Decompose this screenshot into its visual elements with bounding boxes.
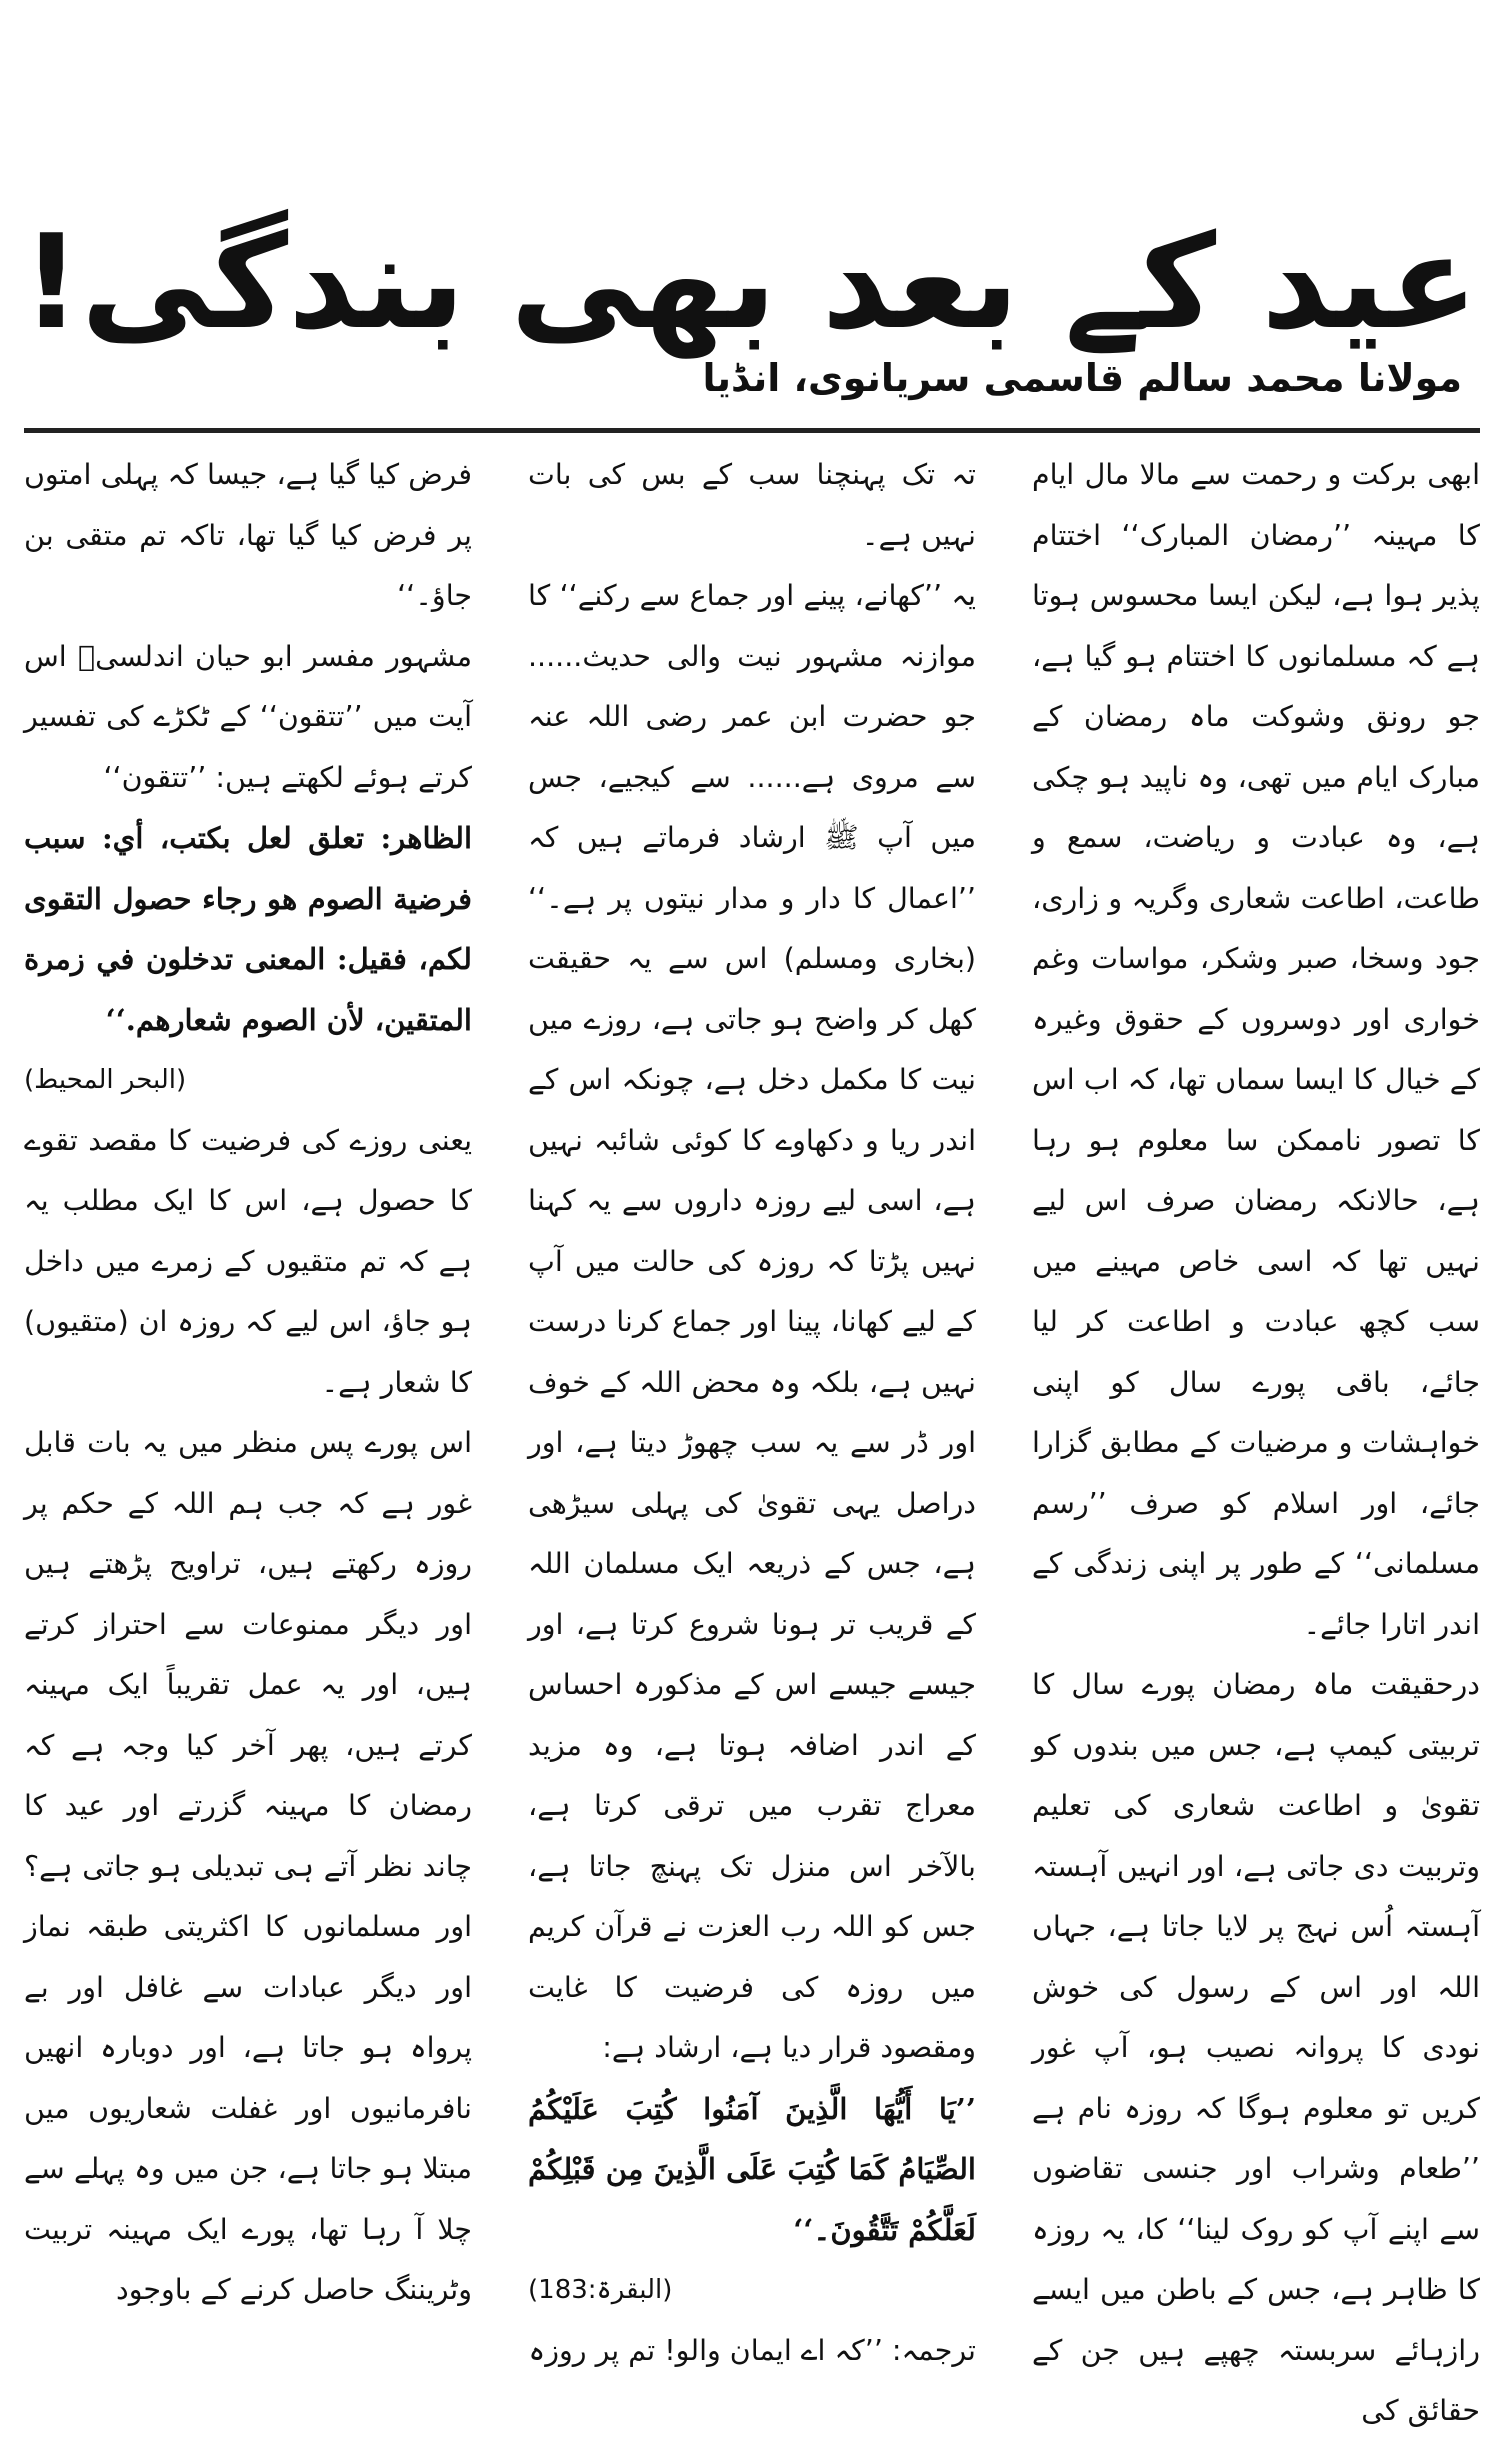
column-middle: [528, 445, 976, 2367]
paragraph: ابھی برکت و رحمت سے مالا مال ایام کا مہینہ ’’رمضان المبارک‘‘ اختتام پذیر ہوا ہے، لیکن ایسا محسوس ہوتا ہے کہ مسلمانوں کا اختتام ہو گیا ہے، جو رونق وشوکت ماہ رمضان کے مبارک ایام میں تھی، وہ ناپید ہو چکی ہے، وہ عبادت و ریاضت، سمع و طاعت، اطاعت شعاری وگریہ و زاری، جود وسخا، صبر وشکر، مواسات وغم خواری اور دوسروں کے حقوق وغیرہ کے خیال کا ایسا سماں تھا، کہ اب اس کا تصور ناممکن سا معلوم ہو رہا ہے، حالانکہ رمضان صرف اس لیے نہیں تھا کہ اسی خاص مہینے میں سب کچھ عبادت و اطاعت کر لیا جائے، باقی پورے سال کو اپنی خواہشات و مرضیات کے مطابق گزارا جائے، اور اسلام کو صرف ’’رسم مسلمانی‘‘ کے طور پر اپنی زندگی کے اندر اتارا جائے۔: [1032, 458, 1480, 1641]
article-title: عید کے بعد بھی بندگی!: [21, 206, 1479, 359]
quote-source: (البحر المحیط): [24, 1065, 187, 1095]
header-divider: [24, 428, 1480, 433]
author-byline: مولانا محمد سالم قاسمی سریانوی، انڈیا: [702, 356, 1462, 400]
tafsir-quote: الظاهر: تعلق لعل بكتب، أي: سبب فرضية الصوم هو رجاء حصول التقوى لكم، فقيل: المعنى تدخلون في زمرة المتقين، لأن الصوم شعارهم.‘‘: [24, 821, 472, 1037]
paragraph: درحقیقت ماہ رمضان پورے سال کا تربیتی کیمپ ہے، جس میں بندوں کو تقویٰ و اطاعت شعاری کی تعلیم وتربیت دی جاتی ہے، اور انہیں آہستہ آہستہ اُس نہج پر لایا جاتا ہے، جہاں اللہ اور اس کے رسول کی خوش نودی کا پروانہ نصیب ہو، آپ غور کریں تو معلوم ہوگا کہ روزہ نام ہے ’’طعام وشراب اور جنسی تقاضوں سے اپنے آپ کو روک لینا‘‘ کا، یہ روزہ کا ظاہر ہے، جس کے باطن میں ایسے رازہائے سربستہ چھپے ہیں جن کے حقائق کی: [1032, 1668, 1480, 2427]
quran-verse: ’’يَا أَيُّهَا الَّذِينَ آمَنُوا كُتِبَ عَلَيْكُمُ الصِّيَامُ كَمَا كُتِبَ عَلَى الَّذِينَ مِن قَبْلِكُمْ لَعَلَّكُمْ تَتَّقُونَ۔‘‘: [528, 2091, 976, 2247]
verse-reference: (البقرۃ:183): [528, 2275, 673, 2305]
verse-translation: ترجمہ: ’’کہ اے ایمان والو! تم پر روزہ: [528, 2333, 976, 2367]
paragraph: تہ تک پہنچنا سب کے بس کی بات نہیں ہے۔: [528, 458, 976, 552]
column-right: [1032, 445, 1480, 2427]
paragraph: یعنی روزے کی فرضیت کا مقصد تقوے کا حصول ہے، اس کا ایک مطلب یہ ہے کہ تم متقیوں کے زمرے میں داخل ہو جاؤ، اس لیے کہ روزہ ان (متقیوں) کا شعار ہے۔: [24, 1123, 472, 1399]
column-left: [24, 445, 472, 2306]
paragraph: فرض کیا گیا ہے، جیسا کہ پہلی امتوں پر فرض کیا گیا تھا، تاکہ تم متقی بن جاؤ۔‘‘: [24, 458, 472, 612]
paragraph: مشہور مفسر ابو حیان اندلسیؒ اس آیت میں ’’تتقون‘‘ کے ٹکڑے کی تفسیر کرتے ہوئے لکھتے ہیں: ’’تتقون‘‘: [24, 639, 472, 794]
paragraph: یہ ’’کھانے، پینے اور جماع سے رکنے‘‘ کا موازنہ مشہور نیت والی حدیث...... جو حضرت ابن عمر رضی اللہ عنہ سے مروی ہے...... سے کیجیے، جس میں آپ ﷺ ارشاد فرماتے ہیں کہ ’’اعمال کا دار و مدار نیتوں پر ہے۔‘‘ (بخاری ومسلم) اس سے یہ حقیقت کھل کر واضح ہو جاتی ہے، روزے میں نیت کا مکمل دخل ہے، چونکہ اس کے اندر ریا و دکھاوے کا کوئی شائبہ نہیں ہے، اسی لیے روزہ داروں سے یہ کہنا نہیں پڑتا کہ روزہ کی حالت میں آپ کے لیے کھانا، پینا اور جماع کرنا درست نہیں ہے، بلکہ وہ محض اللہ کے خوف اور ڈر سے یہ سب چھوڑ دیتا ہے، اور دراصل یہی تقویٰ کی پہلی سیڑھی ہے، جس کے ذریعہ ایک مسلمان اللہ کے قریب تر ہونا شروع کرتا ہے، اور جیسے جیسے اس کے مذکورہ احساس کے اندر اضافہ ہوتا ہے، وہ مزید معراج تقرب میں ترقی کرتا ہے، بالآخر اس منزل تک پہنچ جاتا ہے، جس کو اللہ رب العزت نے قرآن کریم میں روزہ کی فرضیت کا غایت ومقصود قرار دیا ہے، ارشاد ہے:: [528, 579, 976, 2064]
article-columns: [24, 445, 1480, 2427]
paragraph: اس پورے پس منظر میں یہ بات قابل غور ہے کہ جب ہم اللہ کے حکم پر روزہ رکھتے ہیں، تراویح پڑھتے ہیں اور دیگر ممنوعات سے احتراز کرتے ہیں، اور یہ عمل تقریباً ایک مہینہ کرتے ہیں، پھر آخر کیا وجہ ہے کہ رمضان کا مہینہ گزرتے اور عید کا چاند نظر آتے ہی تبدیلی ہو جاتی ہے؟ اور مسلمانوں کا اکثریتی طبقہ نماز اور دیگر عبادات سے غافل اور بے پرواہ ہو جاتا ہے، اور دوبارہ انھیں نافرمانیوں اور غفلت شعاریوں میں مبتلا ہو جاتا ہے، جن میں وہ پہلے سے چلا آ رہا تھا، پورے ایک مہینہ تربیت وٹریننگ حاصل کرنے کے باوجود: [24, 1426, 472, 2306]
